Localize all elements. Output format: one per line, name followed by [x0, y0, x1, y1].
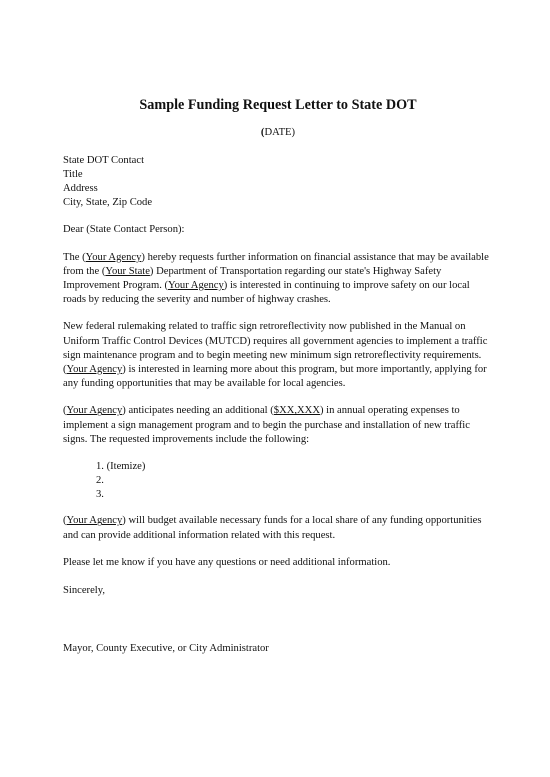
closing: Sincerely, [63, 585, 105, 597]
paragraph-contact: Please let me know if you have any questions or need additional information. [63, 556, 391, 568]
address-line: Title [63, 169, 83, 180]
address-line: Address [63, 182, 98, 194]
paragraph-budget-need [63, 404, 493, 447]
text-run: ) hereby requests further information on financial assistance that may be available from the ( [63, 251, 489, 277]
state-placeholder: Your State [105, 265, 150, 277]
text-run: ) anticipates needing an additional ( [122, 405, 274, 417]
document-title: Sample Funding Request Letter to State DOT [139, 97, 417, 113]
agency-placeholder: Your Agency [66, 515, 123, 527]
amount-placeholder: $XX,XXX [273, 405, 320, 417]
text-run: The ( [63, 251, 86, 263]
improvements-list [96, 460, 493, 501]
list-item: 3. [96, 488, 104, 500]
text-run: ( [63, 515, 67, 527]
agency-placeholder: Your Agency [85, 251, 142, 263]
agency-placeholder: Your Agency [66, 405, 123, 417]
agency-placeholder: Your Agency [168, 280, 224, 291]
text-run: ) in annual operating expenses to implement a sign management program and to begin the purchase and installation of new traffic signs. The requested improvements include the following: [63, 405, 470, 445]
address-line: State DOT Contact [63, 155, 145, 167]
salutation: Dear (State Contact Person): [63, 224, 185, 236]
date-line [63, 126, 493, 140]
letter-body [63, 96, 493, 656]
text-run: ) Department of Transportation regarding our state's Highway Safety Improvement Program. ( [63, 265, 442, 291]
recipient-address [63, 154, 493, 209]
text-run: New federal rulemaking related to traffic sign retroreflectivity now published in the Manual on Uniform Traffic Control Devices (MUTCD) requires all government agencies to implement a traffic sign maintenance program and to begin meeting new minimum sign retroreflectivity requirements. ( [63, 321, 488, 376]
date-open-paren: ( [260, 127, 265, 138]
paragraph-local-share [63, 514, 493, 542]
agency-placeholder: Your Agency [66, 364, 123, 376]
list-item: 1. (Itemize) [96, 461, 146, 473]
paragraph-rulemaking [63, 320, 493, 391]
text-run: ( [63, 405, 67, 417]
text-run: ) will budget available necessary funds for a local share of any funding opportunities and can provide additional information related with this request. [63, 515, 482, 541]
paragraph-request [63, 251, 493, 308]
text-run: ) is interested in learning more about this program, but more importantly, applying for any funding opportunities that may be available for local agencies. [63, 364, 487, 390]
list-item: 2. [96, 474, 104, 486]
text-run: ) is interested in continuing to improve safety on our local roads by reducing the severity and number of highway crashes. [63, 280, 470, 306]
address-line: City, State, Zip Code [63, 196, 153, 208]
signoff: Mayor, County Executive, or City Administrator [63, 643, 269, 655]
date-placeholder: DATE) [264, 127, 296, 138]
